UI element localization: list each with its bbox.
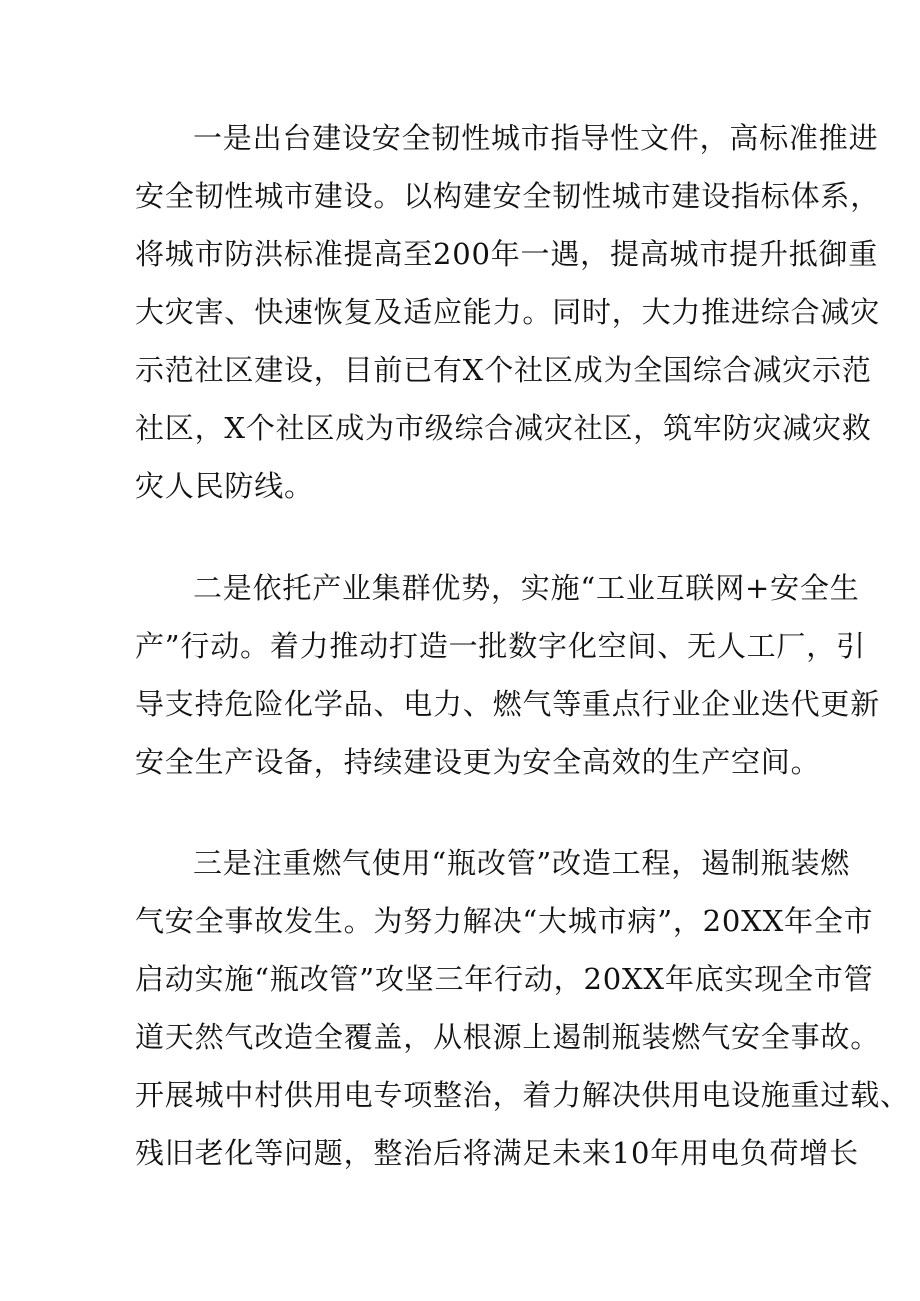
paragraph-1-line-6: 社区，X个社区成为市级综合减灾社区，筑牢防灾减灾救 — [135, 411, 872, 445]
paragraph-2-line-4: 安全生产设备，持续建设更为安全高效的生产空间。 — [135, 745, 821, 779]
paragraph-3-line-1: 三是注重燃气使用“瓶改管”改造工程，遏制瓶装燃 — [193, 846, 851, 880]
paragraph-1-line-5: 示范社区建设，目前已有X个社区成为全国综合减灾示范 — [135, 353, 872, 387]
paragraph-3-line-2: 气安全事故发生。为努力解决“大城市病”，20XX年全市 — [135, 904, 874, 938]
paragraph-1-line-7: 灾人民防线。 — [135, 469, 314, 503]
paragraph-1-line-1: 一是出台建设安全韧性城市指导性文件，高标准推进 — [193, 121, 879, 155]
paragraph-1-line-3: 将城市防洪标准提高至200年一遇，提高城市提升抵御重 — [135, 237, 879, 271]
paragraph-3-line-4: 道天然气改造全覆盖，从根源上遏制瓶装燃气安全事故。 — [135, 1020, 881, 1054]
paragraph-3-line-6: 残旧老化等问题，整治后将满足未来10年用电负荷增长 — [135, 1136, 859, 1170]
paragraph-1-line-2: 安全韧性城市建设。以构建安全韧性城市建设指标体系， — [135, 179, 881, 213]
paragraph-3-line-5: 开展城中村供用电专项整治，着力解决供用电设施重过载、 — [135, 1078, 910, 1112]
paragraph-2-line-3: 导支持危险化学品、电力、燃气等重点行业企业迭代更新 — [135, 687, 881, 721]
paragraph-3-line-3: 启动实施“瓶改管”攻坚三年行动，20XX年底实现全市管 — [135, 962, 874, 996]
paragraph-2-line-2: 产”行动。着力推动打造一批数字化空间、无人工厂，引 — [135, 629, 866, 663]
paragraph-1-line-4: 大灾害、快速恢复及适应能力。同时，大力推进综合减灾 — [135, 295, 881, 329]
paragraph-2-line-1: 二是依托产业集群优势，实施“工业互联网+安全生 — [193, 571, 860, 605]
